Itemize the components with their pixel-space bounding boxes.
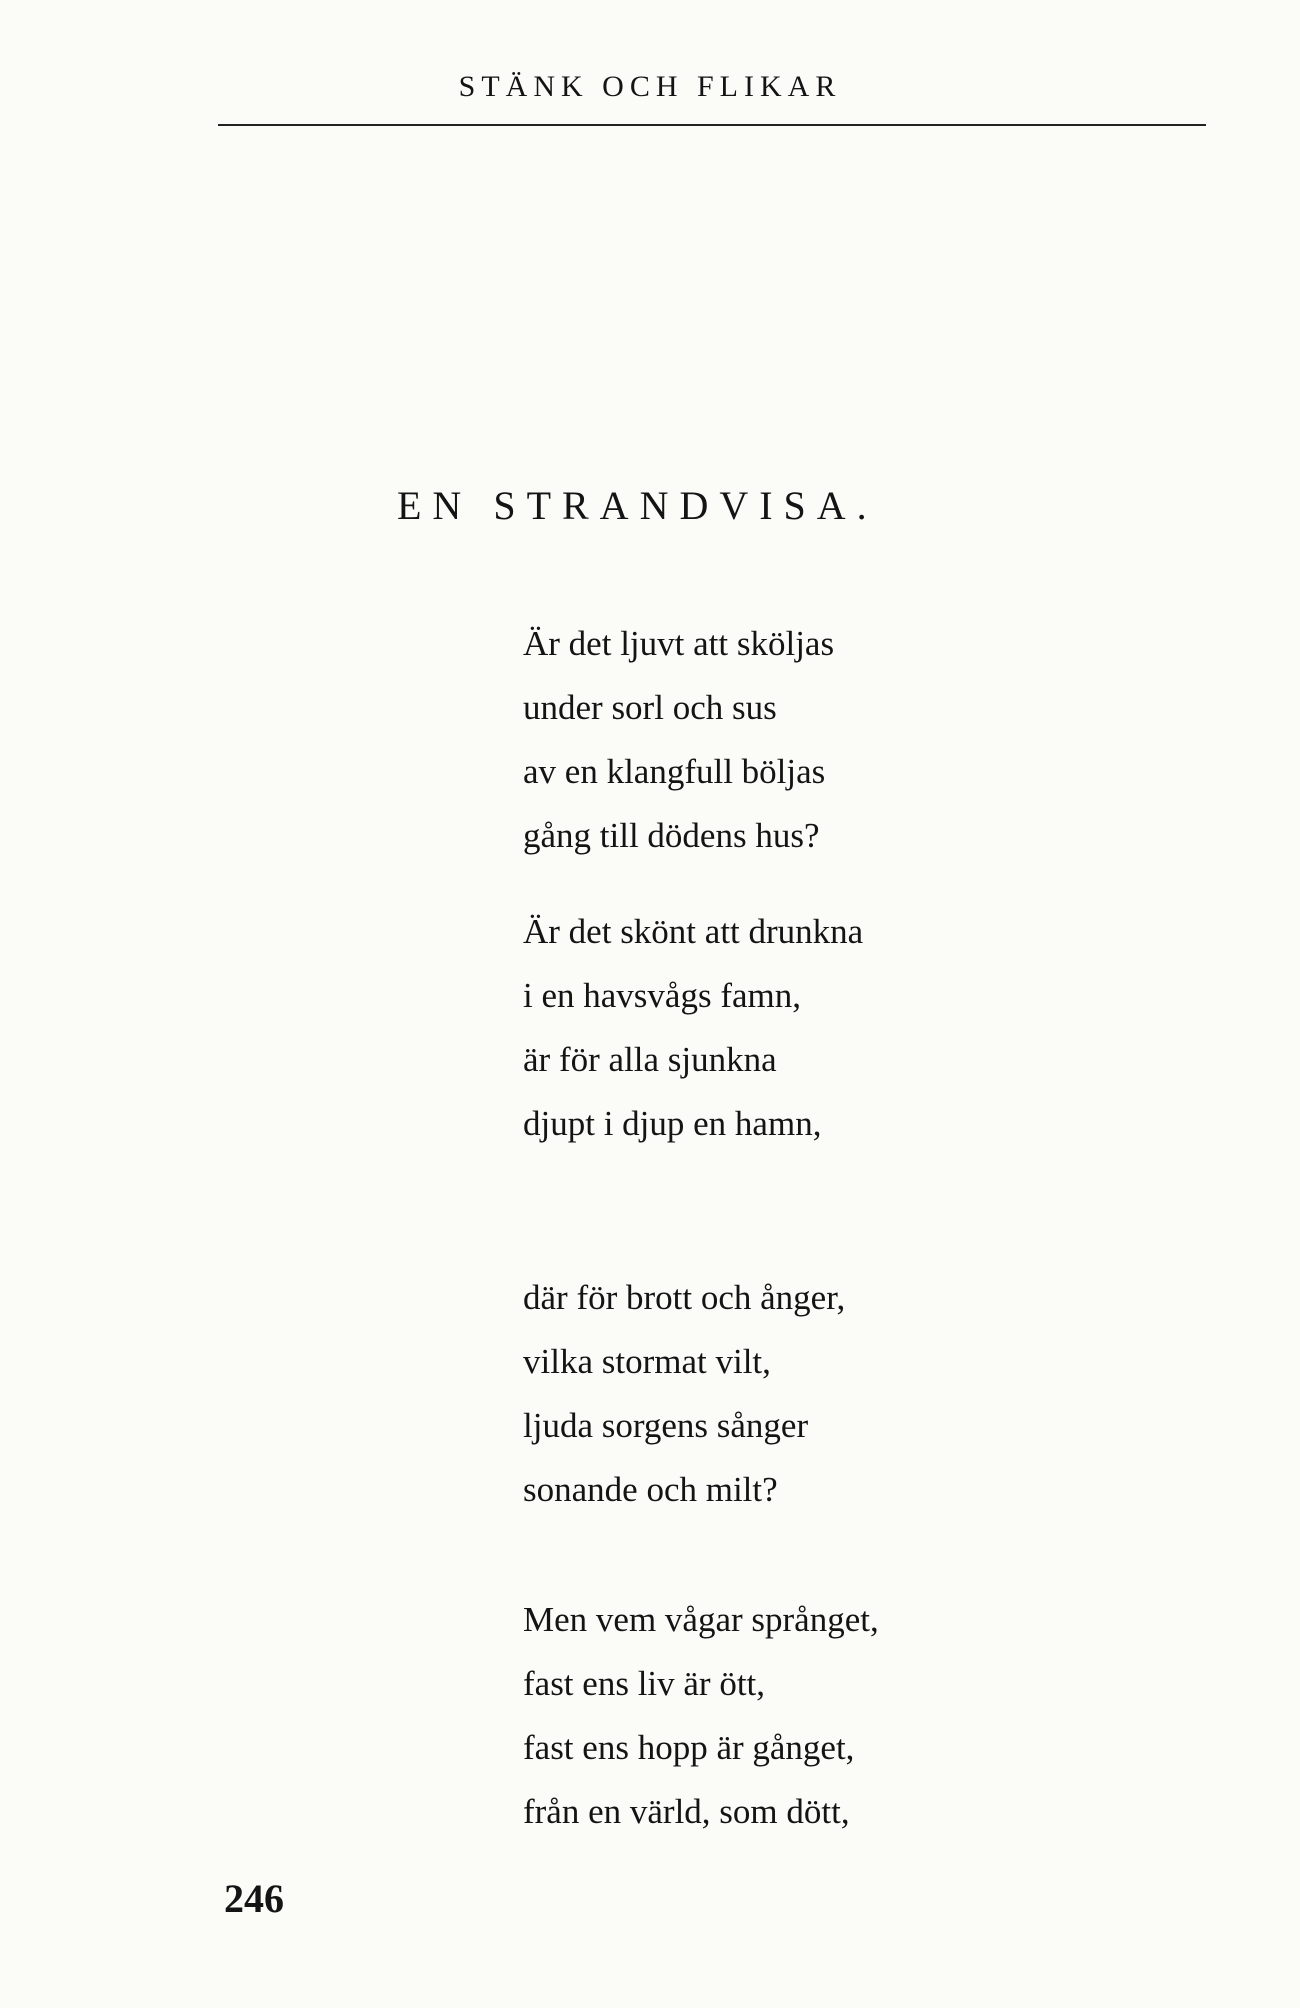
verse-line: gång till dödens hus? bbox=[523, 816, 820, 855]
verse-line: djupt i djup en hamn, bbox=[523, 1104, 822, 1143]
verse-line: ljuda sorgens sånger bbox=[523, 1406, 809, 1445]
verse-line: där för brott och ånger, bbox=[523, 1278, 846, 1317]
verse-line: är för alla sjunkna bbox=[523, 1040, 777, 1079]
verse-line: vilka stormat vilt, bbox=[523, 1342, 771, 1381]
stanza-3 bbox=[523, 1266, 845, 1522]
verse-line: av en klangfull böljas bbox=[523, 752, 826, 791]
stanza-2 bbox=[523, 900, 863, 1156]
verse-line: Är det ljuvt att sköljas bbox=[523, 624, 835, 663]
verse-line: Är det skönt att drunkna bbox=[523, 912, 864, 951]
verse-line: under sorl och sus bbox=[523, 688, 777, 727]
verse-line: i en havsvågs famn, bbox=[523, 976, 801, 1015]
poem-title: EN STRANDVISA. bbox=[397, 483, 878, 528]
verse-line: fast ens hopp är gånget, bbox=[523, 1728, 855, 1767]
verse-line: sonande och milt? bbox=[523, 1470, 778, 1509]
verse-line: Men vem vågar språnget, bbox=[523, 1600, 879, 1639]
header-rule bbox=[218, 124, 1206, 126]
stanza-4 bbox=[523, 1588, 879, 1844]
running-head: STÄNK OCH FLIKAR bbox=[458, 70, 842, 103]
verse-line: fast ens liv är ött, bbox=[523, 1664, 766, 1703]
page-number: 246 bbox=[224, 1876, 284, 1921]
verse-line: från en värld, som dött, bbox=[523, 1792, 850, 1831]
stanza-1 bbox=[523, 612, 834, 868]
